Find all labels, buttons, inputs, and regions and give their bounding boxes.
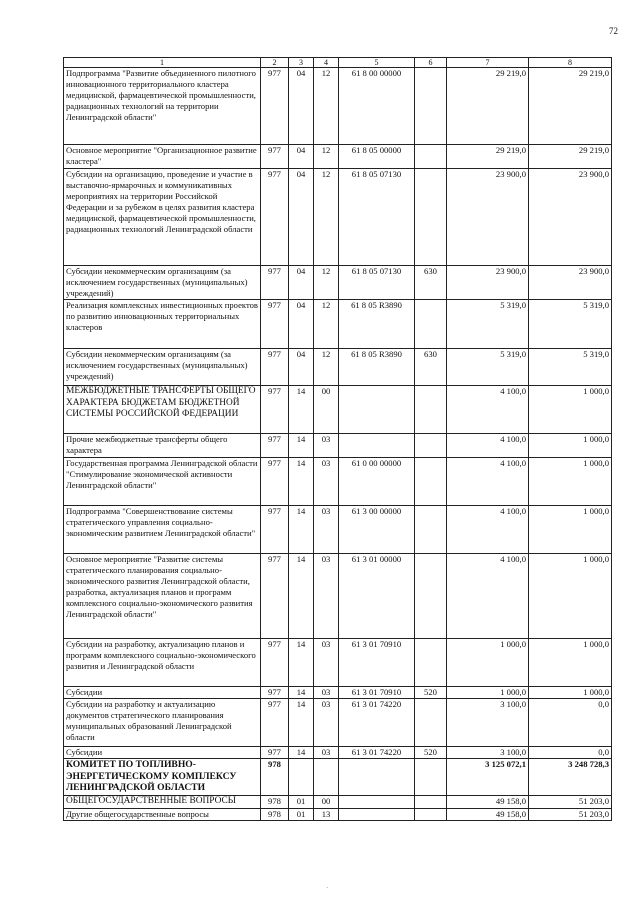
code-ministry: 978 xyxy=(261,796,289,809)
table-row xyxy=(64,349,612,386)
code-target: 61 8 05 R3890 xyxy=(339,300,415,349)
header-cell: 5 xyxy=(339,58,415,68)
code-target xyxy=(339,796,415,809)
code-section: 14 xyxy=(289,687,314,699)
code-ministry: 977 xyxy=(261,506,289,554)
amount-year-1: 4 100,0 xyxy=(447,554,529,639)
amount-year-1: 23 900,0 xyxy=(447,169,529,266)
table-row xyxy=(64,300,612,349)
code-target: 61 3 01 74220 xyxy=(339,699,415,747)
table-row xyxy=(64,386,612,434)
footer-mark: · xyxy=(326,884,329,892)
code-section: 14 xyxy=(289,699,314,747)
code-expense-type xyxy=(415,554,447,639)
code-ministry: 977 xyxy=(261,687,289,699)
row-name: Другие общегосударственные вопросы xyxy=(64,808,261,820)
row-name: Подпрограмма "Совершенствование системы стратегического управления социально-экономическим развитием Ленинградской области" xyxy=(64,506,261,554)
header-cell: 3 xyxy=(289,58,314,68)
code-subsection: 03 xyxy=(314,687,339,699)
code-ministry: 977 xyxy=(261,747,289,759)
amount-year-1: 5 319,0 xyxy=(447,349,529,386)
code-subsection: 12 xyxy=(314,68,339,145)
table-row xyxy=(64,434,612,458)
amount-year-1: 29 219,0 xyxy=(447,68,529,145)
amount-year-2: 29 219,0 xyxy=(529,145,612,169)
row-name: Субсидии на разработку и актуализацию документов стратегического планирования муниципальных образований Ленинградской области xyxy=(64,699,261,747)
amount-year-1: 23 900,0 xyxy=(447,266,529,300)
row-name: КОМИТЕТ ПО ТОПЛИВНО-ЭНЕРГЕТИЧЕСКОМУ КОМПЛЕКСУ ЛЕНИНГРАДСКОЙ ОБЛАСТИ xyxy=(64,759,261,796)
table-row xyxy=(64,266,612,300)
row-name: Подпрограмма "Развитие объединенного пилотного инновационного территориального кластера медицинской, фармацевтической промышленности, радиационных технологий на территории Ленинградской области" xyxy=(64,68,261,145)
code-expense-type xyxy=(415,169,447,266)
amount-year-1: 49 158,0 xyxy=(447,796,529,809)
code-target: 61 3 01 00000 xyxy=(339,554,415,639)
code-expense-type xyxy=(415,759,447,796)
code-ministry: 978 xyxy=(261,759,289,796)
header-cell: 7 xyxy=(447,58,529,68)
row-name: Субсидии на разработку, актуализацию планов и программ комплексного социально-экономического развития и Ленинградской области xyxy=(64,639,261,687)
amount-year-1: 4 100,0 xyxy=(447,434,529,458)
code-subsection: 03 xyxy=(314,458,339,506)
table-row xyxy=(64,639,612,687)
amount-year-2: 1 000,0 xyxy=(529,458,612,506)
code-section: 14 xyxy=(289,386,314,434)
code-expense-type xyxy=(415,699,447,747)
code-section: 01 xyxy=(289,808,314,820)
code-subsection: 12 xyxy=(314,169,339,266)
code-expense-type xyxy=(415,386,447,434)
table-row xyxy=(64,699,612,747)
amount-year-2: 51 203,0 xyxy=(529,808,612,820)
amount-year-2: 1 000,0 xyxy=(529,639,612,687)
amount-year-1: 4 100,0 xyxy=(447,386,529,434)
row-name: Реализация комплексных инвестиционных проектов по развитию инновационных территориальных кластеров xyxy=(64,300,261,349)
code-section: 04 xyxy=(289,169,314,266)
code-section: 14 xyxy=(289,747,314,759)
amount-year-1: 3 100,0 xyxy=(447,699,529,747)
row-name: Субсидии на организацию, проведение и участие в выставочно-ярмарочных и коммуникативных мероприятиях на территории Российской Федерации и за рубежом в целях развития кластера медицинской, фармацевтической промышленности, радиационных технологий Ленинградской области xyxy=(64,169,261,266)
code-target xyxy=(339,386,415,434)
page-number: 72 xyxy=(609,26,618,36)
code-expense-type xyxy=(415,506,447,554)
code-ministry: 977 xyxy=(261,554,289,639)
row-name: МЕЖБЮДЖЕТНЫЕ ТРАНСФЕРТЫ ОБЩЕГО ХАРАКТЕРА БЮДЖЕТАМ БЮДЖЕТНОЙ СИСТЕМЫ РОССИЙСКОЙ ФЕДЕРАЦИИ xyxy=(64,386,261,434)
code-subsection xyxy=(314,759,339,796)
code-ministry: 977 xyxy=(261,169,289,266)
code-target: 61 3 01 70910 xyxy=(339,639,415,687)
table-row xyxy=(64,796,612,809)
row-name: Субсидии некоммерческим организациям (за исключением государственных (муниципальных) учреждений) xyxy=(64,349,261,386)
code-target: 61 8 05 R3890 xyxy=(339,349,415,386)
code-expense-type xyxy=(415,796,447,809)
code-target: 61 8 05 07130 xyxy=(339,266,415,300)
row-name: Прочие межбюджетные трансферты общего характера xyxy=(64,434,261,458)
amount-year-2: 0,0 xyxy=(529,747,612,759)
table-row xyxy=(64,506,612,554)
code-target: 61 8 00 00000 xyxy=(339,68,415,145)
code-expense-type: 520 xyxy=(415,747,447,759)
code-expense-type xyxy=(415,458,447,506)
code-section: 01 xyxy=(289,796,314,809)
code-subsection: 03 xyxy=(314,506,339,554)
code-ministry: 977 xyxy=(261,349,289,386)
table-row xyxy=(64,554,612,639)
code-target: 61 8 05 00000 xyxy=(339,145,415,169)
code-subsection: 03 xyxy=(314,747,339,759)
code-ministry: 977 xyxy=(261,266,289,300)
row-name: Субсидии некоммерческим организациям (за исключением государственных (муниципальных) учреждений) xyxy=(64,266,261,300)
amount-year-1: 3 125 072,1 xyxy=(447,759,529,796)
code-expense-type xyxy=(415,639,447,687)
table-row xyxy=(64,458,612,506)
code-subsection: 12 xyxy=(314,349,339,386)
code-subsection: 03 xyxy=(314,554,339,639)
code-section: 14 xyxy=(289,434,314,458)
budget-table xyxy=(63,57,612,821)
code-target: 61 3 01 74220 xyxy=(339,747,415,759)
code-ministry: 977 xyxy=(261,699,289,747)
row-name: Субсидии xyxy=(64,687,261,699)
code-subsection: 12 xyxy=(314,266,339,300)
row-name: Субсидии xyxy=(64,747,261,759)
table-row xyxy=(64,747,612,759)
code-target xyxy=(339,434,415,458)
table-row xyxy=(64,687,612,699)
table-row xyxy=(64,169,612,266)
amount-year-2: 1 000,0 xyxy=(529,434,612,458)
amount-year-1: 5 319,0 xyxy=(447,300,529,349)
amount-year-2: 1 000,0 xyxy=(529,506,612,554)
amount-year-2: 0,0 xyxy=(529,699,612,747)
header-cell: 1 xyxy=(64,58,261,68)
code-section: 04 xyxy=(289,300,314,349)
amount-year-1: 3 100,0 xyxy=(447,747,529,759)
code-subsection: 03 xyxy=(314,639,339,687)
table-row xyxy=(64,808,612,820)
code-section: 04 xyxy=(289,349,314,386)
code-section xyxy=(289,759,314,796)
code-ministry: 977 xyxy=(261,458,289,506)
code-ministry: 977 xyxy=(261,68,289,145)
code-section: 04 xyxy=(289,145,314,169)
code-expense-type xyxy=(415,300,447,349)
code-subsection: 00 xyxy=(314,796,339,809)
code-expense-type xyxy=(415,68,447,145)
code-ministry: 977 xyxy=(261,145,289,169)
table-row xyxy=(64,145,612,169)
amount-year-2: 1 000,0 xyxy=(529,554,612,639)
code-ministry: 977 xyxy=(261,386,289,434)
code-section: 14 xyxy=(289,458,314,506)
code-expense-type: 630 xyxy=(415,266,447,300)
amount-year-1: 29 219,0 xyxy=(447,145,529,169)
amount-year-1: 49 158,0 xyxy=(447,808,529,820)
header-row xyxy=(64,58,612,68)
code-subsection: 03 xyxy=(314,699,339,747)
header-cell: 2 xyxy=(261,58,289,68)
code-ministry: 977 xyxy=(261,434,289,458)
amount-year-2: 3 248 728,3 xyxy=(529,759,612,796)
code-target: 61 8 05 07130 xyxy=(339,169,415,266)
code-expense-type xyxy=(415,145,447,169)
amount-year-2: 1 000,0 xyxy=(529,386,612,434)
amount-year-2: 51 203,0 xyxy=(529,796,612,809)
code-target xyxy=(339,759,415,796)
header-cell: 4 xyxy=(314,58,339,68)
code-section: 14 xyxy=(289,639,314,687)
code-section: 04 xyxy=(289,68,314,145)
amount-year-2: 1 000,0 xyxy=(529,687,612,699)
code-subsection: 13 xyxy=(314,808,339,820)
code-ministry: 978 xyxy=(261,808,289,820)
code-target: 61 3 01 70910 xyxy=(339,687,415,699)
code-section: 14 xyxy=(289,506,314,554)
row-name: ОБЩЕГОСУДАРСТВЕННЫЕ ВОПРОСЫ xyxy=(64,796,261,809)
amount-year-2: 23 900,0 xyxy=(529,266,612,300)
table-row xyxy=(64,759,612,796)
code-section: 14 xyxy=(289,554,314,639)
table-row xyxy=(64,68,612,145)
header-cell: 6 xyxy=(415,58,447,68)
amount-year-2: 23 900,0 xyxy=(529,169,612,266)
amount-year-2: 5 319,0 xyxy=(529,349,612,386)
code-target xyxy=(339,808,415,820)
amount-year-1: 4 100,0 xyxy=(447,506,529,554)
amount-year-2: 29 219,0 xyxy=(529,68,612,145)
amount-year-1: 1 000,0 xyxy=(447,639,529,687)
code-target: 61 3 00 00000 xyxy=(339,506,415,554)
code-ministry: 977 xyxy=(261,300,289,349)
code-subsection: 12 xyxy=(314,145,339,169)
header-cell: 8 xyxy=(529,58,612,68)
code-section: 04 xyxy=(289,266,314,300)
amount-year-1: 4 100,0 xyxy=(447,458,529,506)
code-target: 61 0 00 00000 xyxy=(339,458,415,506)
code-subsection: 12 xyxy=(314,300,339,349)
row-name: Государственная программа Ленинградской области "Стимулирование экономической активности Ленинградской области" xyxy=(64,458,261,506)
code-expense-type: 520 xyxy=(415,687,447,699)
row-name: Основное мероприятие "Развитие системы стратегического планирования социально-экономического развития Ленинградской области, разработка, актуализация планов и программ комплексного социально-экономического развития Ленинградской области" xyxy=(64,554,261,639)
code-subsection: 00 xyxy=(314,386,339,434)
amount-year-1: 1 000,0 xyxy=(447,687,529,699)
code-ministry: 977 xyxy=(261,639,289,687)
code-expense-type: 630 xyxy=(415,349,447,386)
amount-year-2: 5 319,0 xyxy=(529,300,612,349)
code-expense-type xyxy=(415,808,447,820)
row-name: Основное мероприятие "Организационное развитие кластера" xyxy=(64,145,261,169)
code-subsection: 03 xyxy=(314,434,339,458)
code-expense-type xyxy=(415,434,447,458)
